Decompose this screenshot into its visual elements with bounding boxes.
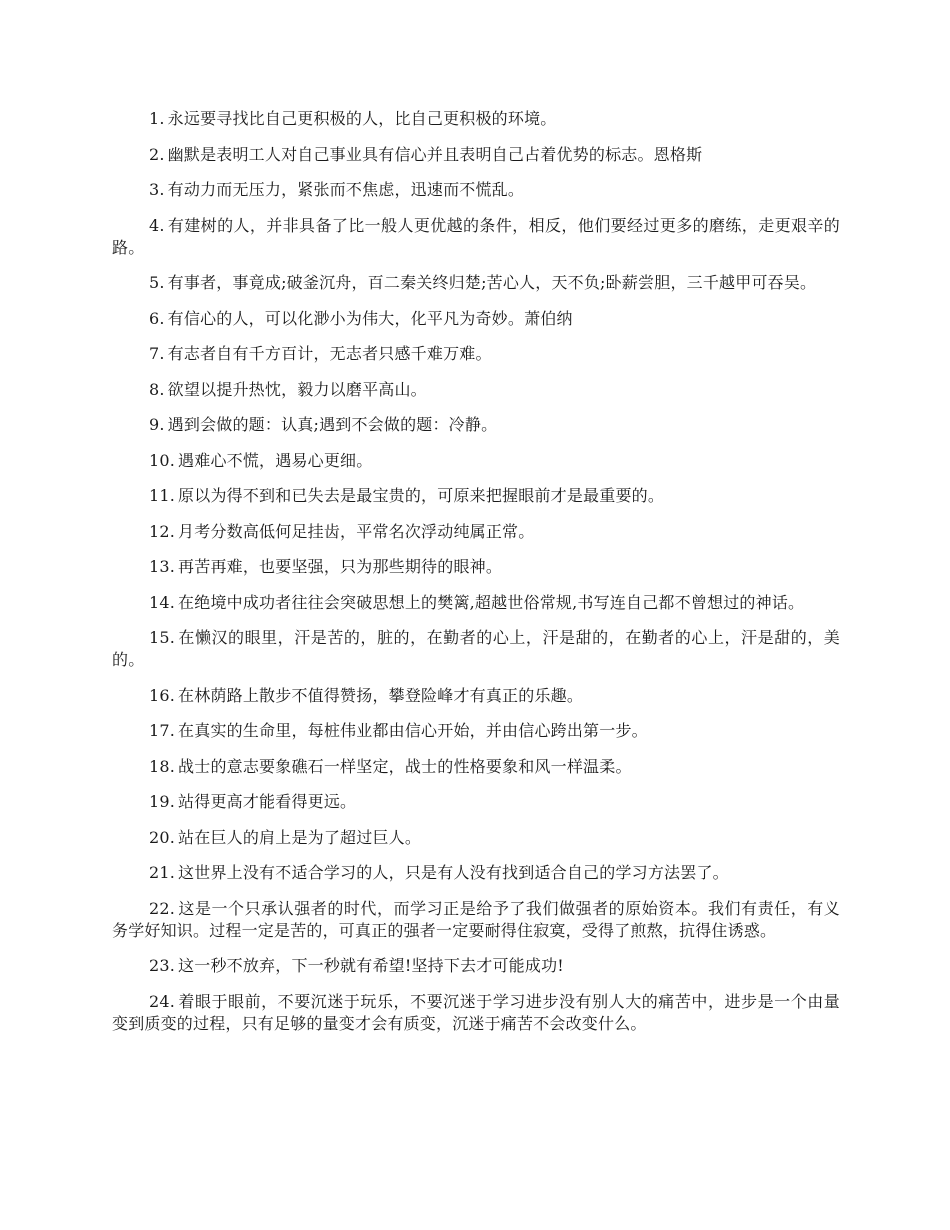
quote-number: 19. — [149, 792, 176, 811]
quote-paragraph — [112, 556, 840, 578]
quote-text: 在真实的生命里，每桩伟业都由信心开始，并由信心跨出第一步。 — [178, 721, 648, 740]
quote-paragraph — [112, 308, 840, 330]
quote-paragraph — [112, 343, 840, 365]
quote-paragraph — [112, 521, 840, 543]
quote-text: 遇难心不慌，遇易心更细。 — [178, 450, 373, 470]
quote-number: 3. — [149, 180, 165, 199]
quote-number: 12. — [149, 521, 176, 541]
quote-number: 13. — [149, 557, 176, 576]
quote-text: 遇到会做的题：认真;遇到不会做的题：冷静。 — [167, 415, 498, 434]
quote-text: 着眼于眼前，不要沉迷于玩乐，不要沉迷于学习进步没有别人大的痛苦中，进步是一个由量变到质变的过程，只有足够的量变才会有质变，沉迷于痛苦不会改变什么。 — [112, 991, 840, 1033]
quote-number: 24. — [149, 991, 176, 1011]
quote-text: 再苦再难，也要坚强，只为那些期待的眼神。 — [178, 557, 503, 576]
document-page — [112, 108, 840, 1048]
quote-text: 战士的意志要象礁石一样坚定，战士的性格要象和风一样温柔。 — [178, 756, 632, 776]
quote-number: 22. — [149, 898, 176, 918]
quote-paragraph — [112, 955, 840, 977]
quote-text: 月考分数高低何足挂齿，平常名次浮动纯属正常。 — [178, 521, 535, 541]
quote-number: 23. — [149, 956, 176, 975]
quote-number: 16. — [149, 685, 176, 705]
quote-text: 这一秒不放弃，下一秒就有希望!坚持下去才可能成功! — [178, 956, 564, 975]
quote-number: 21. — [149, 863, 176, 882]
quote-number: 18. — [149, 756, 176, 776]
quote-paragraph — [112, 108, 840, 130]
quote-number: 8. — [149, 379, 165, 399]
quote-paragraph — [112, 827, 840, 849]
quote-number: 20. — [149, 827, 176, 847]
quote-paragraph — [112, 450, 840, 472]
quote-text: 这世界上没有不适合学习的人，只是有人没有找到适合自己的学习方法罢了。 — [178, 863, 729, 882]
quote-number: 4. — [149, 215, 165, 235]
quote-paragraph — [112, 862, 840, 884]
quote-paragraph — [112, 991, 840, 1035]
quote-text: 有建树的人，并非具备了比一般人更优越的条件，相反，他们要经过更多的磨练，走更艰辛的路。 — [112, 215, 840, 257]
quote-paragraph — [112, 627, 840, 671]
quote-paragraph — [112, 379, 840, 401]
quote-number: 17. — [149, 721, 176, 740]
quote-text: 在懒汉的眼里，汗是苦的，脏的，在勤者的心上，汗是甜的，在勤者的心上，汗是甜的，美的。 — [112, 628, 840, 669]
quote-text: 有志者自有千方百计，无志者只感千难万难。 — [167, 344, 492, 363]
quote-text: 永远要寻找比自己更积极的人，比自己更积极的环境。 — [167, 109, 557, 128]
quote-number: 15. — [149, 628, 176, 647]
quote-text: 站得更高才能看得更远。 — [178, 792, 357, 811]
quote-text: 在林荫路上散步不值得赞扬，攀登险峰才有真正的乐趣。 — [178, 685, 584, 705]
quote-number: 9. — [149, 415, 165, 434]
quote-number: 10. — [149, 450, 176, 470]
quote-number: 14. — [149, 592, 176, 612]
quote-paragraph — [112, 592, 840, 614]
quote-text: 在绝境中成功者往往会突破思想上的樊篱,超越世俗常规,书写连自己都不曾想过的神话。 — [178, 592, 805, 612]
quote-paragraph — [112, 414, 840, 436]
quote-paragraph — [112, 720, 840, 742]
quote-number: 7. — [149, 344, 165, 363]
quote-number: 5. — [149, 273, 165, 292]
quote-text: 原以为得不到和已失去是最宝贵的，可原来把握眼前才是最重要的。 — [178, 486, 665, 505]
quote-text: 站在巨人的肩上是为了超过巨人。 — [178, 827, 422, 847]
quote-text: 有事者，事竟成;破釜沉舟，百二秦关终归楚;苦心人，天不负;卧薪尝胆，三千越甲可吞吴。 — [167, 273, 817, 292]
quote-paragraph — [112, 685, 840, 707]
quote-number: 11. — [149, 486, 176, 505]
quote-number: 1. — [149, 109, 165, 128]
quote-text: 这是一个只承认强者的时代，而学习正是给予了我们做强者的原始资本。我们有责任，有义务学好知识。过程一定是苦的，可真正的强者一定要耐得住寂寞，受得了煎熬，抗得住诱惑。 — [112, 898, 840, 940]
quote-paragraph — [112, 485, 840, 507]
quote-text: 幽默是表明工人对自己事业具有信心并且表明自己占着优势的标志。恩格斯 — [167, 144, 703, 164]
quote-paragraph — [112, 791, 840, 813]
quote-text: 有动力而无压力，紧张而不焦虑，迅速而不慌乱。 — [167, 180, 525, 199]
quote-paragraph — [112, 179, 840, 201]
quote-paragraph — [112, 756, 840, 778]
quote-number: 6. — [149, 308, 165, 328]
quote-paragraph — [112, 898, 840, 942]
quote-text: 有信心的人，可以化渺小为伟大，化平凡为奇妙。萧伯纳 — [167, 308, 573, 328]
quote-paragraph — [112, 144, 840, 166]
quote-paragraph — [112, 272, 840, 294]
quote-text: 欲望以提升热忱，毅力以磨平高山。 — [167, 379, 427, 399]
quote-paragraph — [112, 215, 840, 259]
quote-number: 2. — [149, 144, 165, 164]
